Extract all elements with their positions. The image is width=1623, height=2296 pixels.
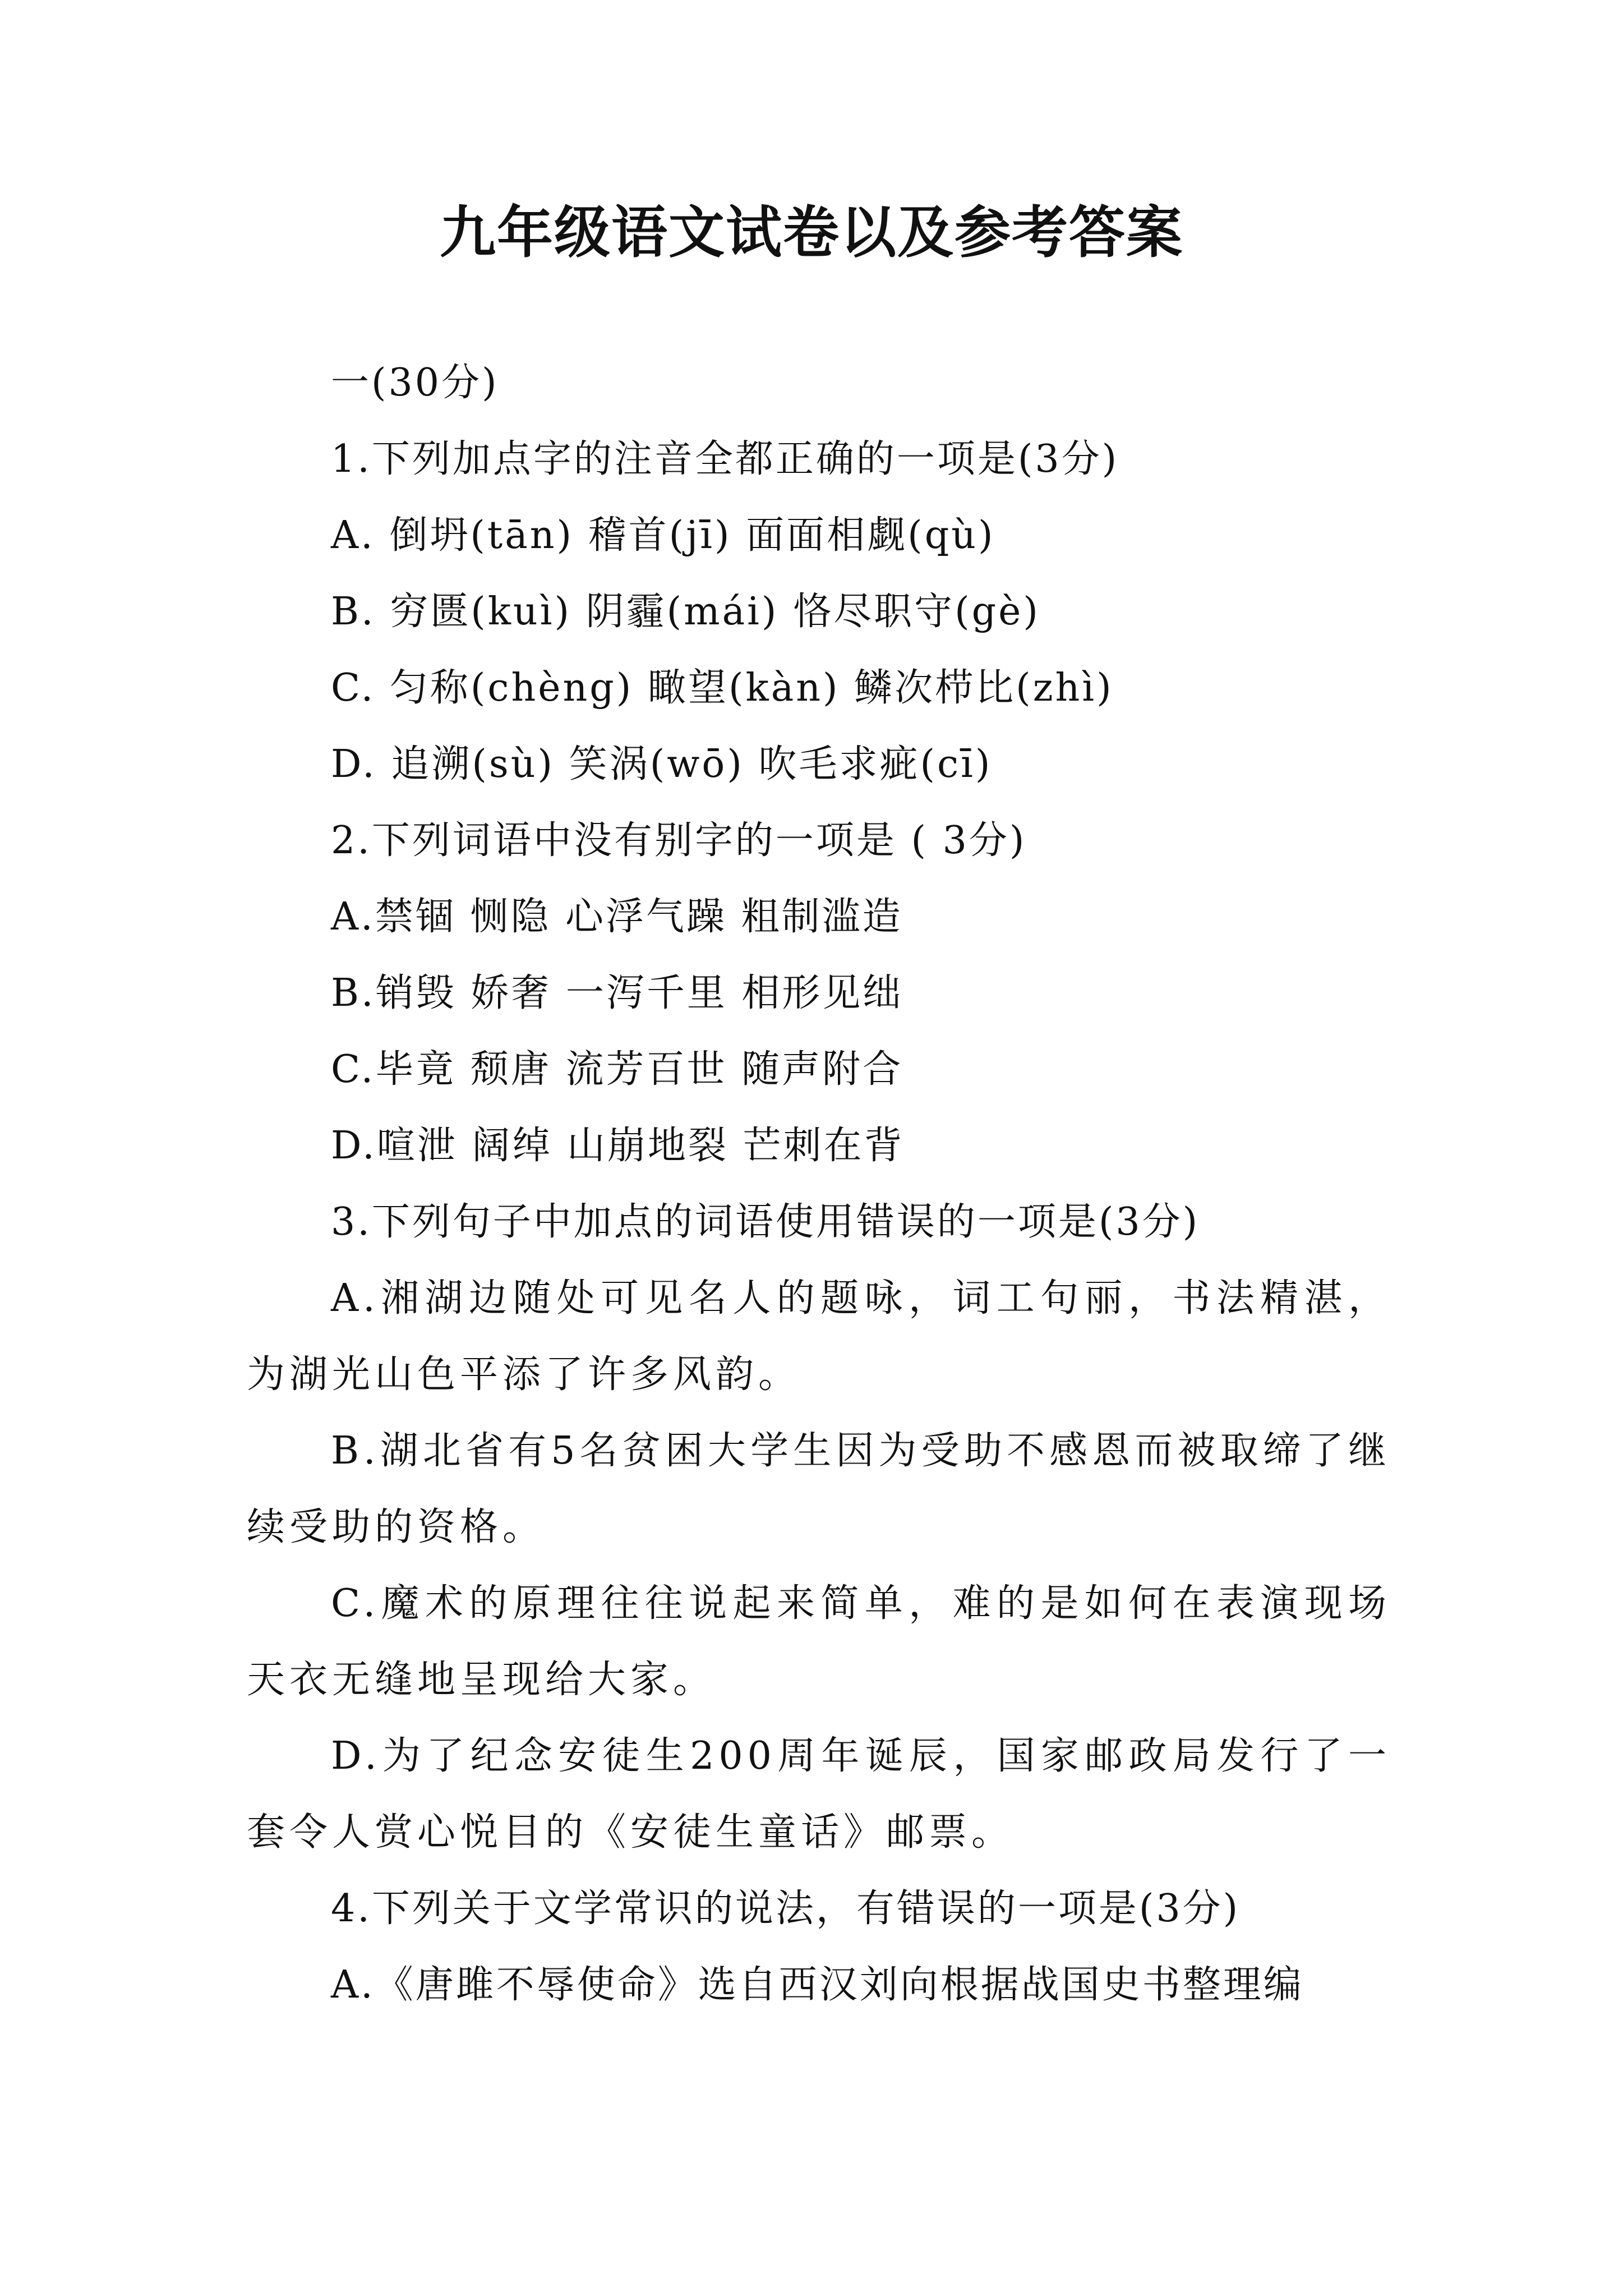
question-1-option-c: C. 匀称(chèng) 瞰望(kàn) 鳞次栉比(zhì) <box>331 666 1114 710</box>
question-2: 2.下列词语中没有别字的一项是 ( 3分) <box>331 818 1027 863</box>
question-1: 1.下列加点字的注音全都正确的一项是(3分) <box>331 437 1119 481</box>
question-1-option-b: B. 穷匮(kuì) 阴霾(mái) 恪尽职守(gè) <box>331 590 1040 634</box>
question-3-option-b: B.湖北省有5名贫困大学生因为受助不感恩而被取缔了继续受助的资格。 <box>247 1429 1391 1549</box>
question-3-option-c: C.魔术的原理往往说起来简单，难的是如何在表演现场天衣无缝地呈现给大家。 <box>247 1581 1391 1702</box>
question-2-option-a: A.禁锢 恻隐 心浮气躁 粗制滥造 <box>331 895 903 939</box>
question-2-option-c: C.毕竟 颓唐 流芳百世 随声附合 <box>331 1047 903 1092</box>
question-4: 4.下列关于文学常识的说法，有错误的一项是(3分) <box>331 1887 1241 1931</box>
question-2-option-d: D.喧泄 阔绰 山崩地裂 芒刺在背 <box>331 1124 905 1168</box>
page-title: 九年级语文试卷以及参考答案 <box>440 200 1183 265</box>
section-heading: 一(30分) <box>331 361 499 405</box>
question-2-option-b: B.销毁 娇奢 一泻千里 相形见绌 <box>331 971 903 1015</box>
question-1-option-d: D. 追溯(sù) 笑涡(wō) 吹毛求疵(cī) <box>331 742 993 786</box>
question-3-option-d: D.为了纪念安徒生200周年诞辰，国家邮政局发行了一套令人赏心悦目的《安徒生童话》邮票。 <box>247 1734 1391 1855</box>
question-4-option-a: A.《唐雎不辱使命》选自西汉刘向根据战国史书整理编 <box>331 1963 1304 2007</box>
question-3: 3.下列句子中加点的词语使用错误的一项是(3分) <box>331 1200 1200 1244</box>
question-3-option-a: A.湘湖边随处可见名人的题咏，词工句丽，书法精湛，为湖光山色平添了许多风韵。 <box>247 1276 1391 1397</box>
document-body <box>247 345 1391 2023</box>
question-1-option-a: A. 倒坍(tān) 稽首(jī) 面面相觑(qù) <box>331 513 995 558</box>
